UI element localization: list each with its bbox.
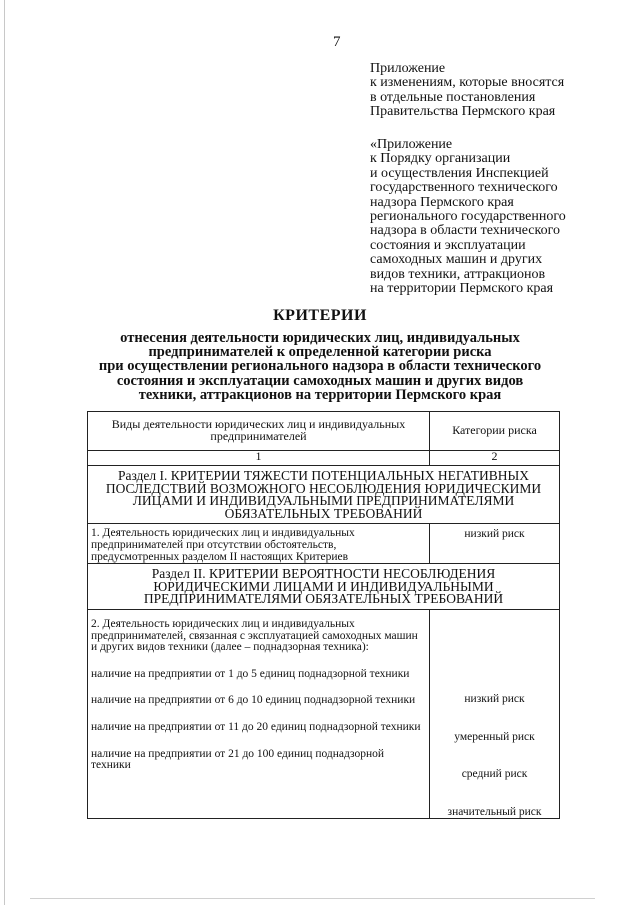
annex-sub-line: надзора Пермского края [370,194,514,210]
row-2-description: 2. Деятельность юридических лиц и индивидуальных предпринимателей, связанная с эксплуатацией самоходных машин и других видов техники (далее – поднадзорная техника): [91,617,418,654]
row-2-risk-column [430,609,560,818]
subtitle-line: предпринимателей к определенной категории риска [148,344,492,361]
table-header-row [88,412,560,451]
sub-row-4-text: наличие на предприятии от 21 до 100 единиц поднадзорной техники [91,747,385,772]
table-column-number-row [88,451,560,466]
annex-header-block [370,62,564,120]
sub-row-3-risk: средний риск [461,768,528,781]
subtitle-line: при осуществлении регионального надзора в области технического [98,358,542,375]
subtitle-line: состояния и эксплуатации самоходных машин и других видов [116,372,524,389]
column-number-1: 1 [88,451,430,466]
document-title: КРИТЕРИИ [273,307,367,324]
annex-sub-block [370,138,566,296]
sub-row-2-text: наличие на предприятии от 6 до 10 единиц поднадзорной техники [91,694,416,707]
section-2-row [88,564,560,610]
annex-sub-line: регионального государственного [370,209,566,225]
section-2-title: Раздел II. КРИТЕРИИ ВЕРОЯТНОСТИ НЕСОБЛЮДЕНИЯ ЮРИДИЧЕСКИМИ ЛИЦАМИ И ИНДИВИДУАЛЬНЫМИ ПРЕДПРИНИМАТЕЛЯМИ ОБЯЗАТЕЛЬНЫХ ТРЕБОВАНИЙ [88,564,560,610]
annex-header-line: Приложение [370,61,446,76]
annex-sub-line: «Приложение [370,137,453,152]
row-1-activity: 1. Деятельность юридических лиц и индивидуальных предпринимателей при отсутствии обстоятельств, предусмотренных разделом II настоящих Критериев [88,524,430,564]
document-subtitle [0,331,640,402]
annex-sub-line: и осуществления Инспекцией [370,165,549,181]
annex-sub-line: видов техники, аттракционов [370,266,546,282]
scan-bottom-line [30,898,595,899]
annex-sub-line: состояния и эксплуатации [370,237,526,253]
annex-sub-line: на территории Пермского края [370,281,554,297]
annex-sub-line: к Порядку организации [370,151,511,167]
row-2-activity [88,609,430,818]
sub-row-4-risk: значительный риск [447,805,542,818]
page-number: 7 [333,34,341,50]
scan-edge-line [4,0,5,905]
section-1-row [88,466,560,524]
annex-header-line: в отдельные постановления [370,89,536,105]
annex-sub-line: государственного технического [370,180,558,196]
sub-row-1-risk: низкий риск [464,692,525,705]
criteria-table [87,411,560,819]
sub-row-2-risk: умеренный риск [454,730,535,743]
column-number-2: 2 [430,451,560,466]
annex-header-line: к изменениям, которые вносятся [370,75,565,91]
section-1-title: Раздел I. КРИТЕРИИ ТЯЖЕСТИ ПОТЕНЦИАЛЬНЫХ НЕГАТИВНЫХ ПОСЛЕДСТВИЙ ВОЗМОЖНОГО НЕСОБЛЮДЕНИЯ ЮРИДИЧЕСКИМИ ЛИЦАМИ И ИНДИВИДУАЛЬНЫМИ ПРЕДПРИНИМАТЕЛЯМИ ОБЯЗАТЕЛЬНЫХ ТРЕБОВАНИЙ [88,466,560,524]
subtitle-line: техники, аттракционов на территории Пермского края [138,386,502,403]
table-row [88,524,560,564]
annex-sub-line: самоходных машин и других [370,252,543,268]
subtitle-line: отнесения деятельности юридических лиц, индивидуальных [120,330,520,346]
header-risk-category: Категории риска [430,412,560,451]
table-row [88,609,560,818]
sub-row-1-text: наличие на предприятии от 1 до 5 единиц поднадзорной техники [91,667,410,680]
sub-row-3-text: наличие на предприятии от 11 до 20 единиц поднадзорной техники [91,720,421,733]
header-activity-types: Виды деятельности юридических лиц и индивидуальных предпринимателей [88,412,430,451]
row-1-risk: низкий риск [430,524,560,564]
annex-sub-line: надзора в области технического [370,223,561,239]
annex-header-line: Правительства Пермского края [370,104,556,120]
